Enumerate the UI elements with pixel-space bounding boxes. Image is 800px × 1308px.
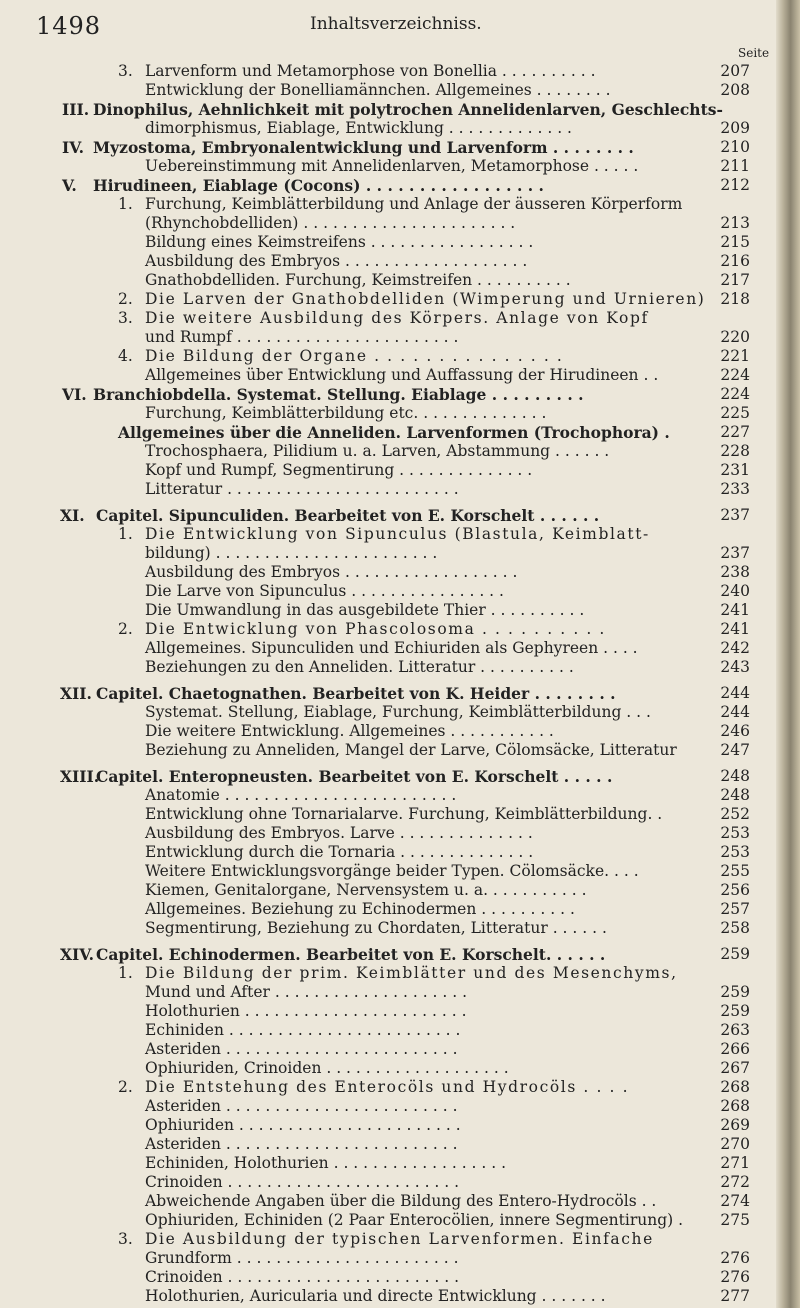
- toc-entry-text: Systemat. Stellung, Eiablage, Furchung, Keimblätterbildung . . .: [145, 703, 651, 721]
- toc-entry-text: Asteriden . . . . . . . . . . . . . . . . . . . . . . . .: [145, 1040, 458, 1058]
- toc-entry: [0, 309, 776, 328]
- toc-entry: [0, 684, 776, 703]
- toc-entry: [0, 1268, 776, 1287]
- toc-entry: [0, 945, 776, 964]
- toc-entry-page: 241: [720, 620, 750, 638]
- toc-entry-text: Holothurien, Auricularia und directe Entwicklung . . . . . . .: [145, 1287, 606, 1305]
- toc-entry-text: Die Ausbildung der typischen Larvenformen. Einfache: [145, 1230, 654, 1248]
- toc-entry-page: 259: [720, 1002, 750, 1020]
- toc-entry-page: 237: [720, 544, 750, 562]
- toc-entry-number: XI.: [60, 506, 85, 525]
- toc-entry-page: 210: [720, 138, 750, 156]
- toc-entry: [0, 919, 776, 938]
- toc-entry-number: 2.: [118, 1078, 133, 1096]
- toc-entry: [0, 900, 776, 919]
- toc-entry-number: 3.: [118, 62, 133, 80]
- toc-entry-text: (Rhynchobdelliden) . . . . . . . . . . . . . . . . . . . . . .: [145, 214, 516, 232]
- toc-entry-page: 246: [720, 722, 750, 740]
- toc-entry: [0, 1116, 776, 1135]
- toc-entry: [0, 639, 776, 658]
- toc-entry-text: Ausbildung des Embryos . . . . . . . . . . . . . . . . . .: [145, 563, 518, 581]
- toc-entry-text: Branchiobdella. Systemat. Stellung. Eiablage . . . . . . . . .: [93, 385, 584, 404]
- toc-entry-text: Allgemeines über die Anneliden. Larvenformen (Trochophora) .: [118, 423, 670, 442]
- toc-entry: [0, 1211, 776, 1230]
- toc-entry: [0, 1078, 776, 1097]
- toc-entry: [0, 1154, 776, 1173]
- toc-entry-text: Ausbildung des Embryos. Larve . . . . . . . . . . . . . .: [145, 824, 533, 842]
- toc-entry-page: 209: [720, 119, 750, 137]
- toc-entry-page: 242: [720, 639, 750, 657]
- toc-entry: [0, 1249, 776, 1268]
- toc-entry: [0, 176, 776, 195]
- toc-entry-number: IV.: [62, 138, 84, 157]
- toc-entry-text: Echiniden . . . . . . . . . . . . . . . . . . . . . . . .: [145, 1021, 461, 1039]
- toc-entry-page: 237: [720, 506, 750, 524]
- toc-entry-page: 228: [720, 442, 750, 460]
- toc-entry: [0, 824, 776, 843]
- toc-entry-page: 270: [720, 1135, 750, 1153]
- toc-entry-text: Larvenform und Metamorphose von Bonellia . . . . . . . . . .: [145, 62, 596, 80]
- toc-entry: [0, 100, 776, 119]
- toc-entry-page: 218: [720, 290, 750, 308]
- toc-entry: [0, 1192, 776, 1211]
- toc-entry-text: Die Umwandlung in das ausgebildete Thier . . . . . . . . . .: [145, 601, 585, 619]
- toc-entry: [0, 1097, 776, 1116]
- toc-entry-page: 276: [720, 1249, 750, 1267]
- toc-entry-page: 215: [720, 233, 750, 251]
- toc-entry: [0, 983, 776, 1002]
- toc-entry-text: Entwicklung ohne Tornarialarve. Furchung, Keimblätterbildung. .: [145, 805, 663, 823]
- table-of-contents: [0, 62, 776, 1306]
- toc-entry-page: 276: [720, 1268, 750, 1286]
- toc-entry-text: Crinoiden . . . . . . . . . . . . . . . . . . . . . . . .: [145, 1268, 460, 1286]
- toc-entry-text: Allgemeines. Sipunculiden und Echiuriden als Gephyreen . . . .: [145, 639, 638, 657]
- toc-entry: [0, 525, 776, 544]
- toc-entry-page: 274: [720, 1192, 750, 1210]
- toc-entry: [0, 658, 776, 677]
- toc-entry-number: 1.: [118, 195, 133, 213]
- toc-entry: [0, 786, 776, 805]
- toc-entry-number: V.: [62, 176, 77, 195]
- toc-entry: [0, 404, 776, 423]
- toc-entry-page: 217: [720, 271, 750, 289]
- toc-entry-page: 258: [720, 919, 750, 937]
- toc-entry-number: XIII.: [60, 767, 100, 786]
- toc-entry-text: Trochosphaera, Pilidium u. a. Larven, Abstammung . . . . . .: [145, 442, 610, 460]
- toc-entry-page: 267: [720, 1059, 750, 1077]
- toc-entry-text: Hirudineen, Eiablage (Cocons) . . . . . . . . . . . . . . . . .: [93, 176, 544, 195]
- toc-entry-text: Die Bildung der Organe . . . . . . . . . . . . . . .: [145, 347, 564, 365]
- running-title: Inhaltsverzeichniss.: [310, 14, 482, 34]
- toc-entry-text: Uebereinstimmung mit Annelidenlarven, Metamorphose . . . . .: [145, 157, 639, 175]
- toc-entry-page: 238: [720, 563, 750, 581]
- toc-entry-text: und Rumpf . . . . . . . . . . . . . . . . . . . . . . .: [145, 328, 459, 346]
- toc-entry-text: Capitel. Chaetognathen. Bearbeitet von K. Heider . . . . . . . .: [96, 684, 616, 703]
- toc-entry: [0, 881, 776, 900]
- toc-entry-text: Die Larve von Sipunculus . . . . . . . . . . . . . . . .: [145, 582, 504, 600]
- toc-entry: [0, 582, 776, 601]
- toc-entry-text: Die weitere Ausbildung des Körpers. Anlage von Kopf: [145, 309, 649, 327]
- toc-entry-text: Entwicklung der Bonelliamännchen. Allgemeines . . . . . . . .: [145, 81, 611, 99]
- toc-entry: [0, 423, 776, 442]
- toc-entry-page: 244: [720, 703, 750, 721]
- toc-entry-text: Die Larven der Gnathobdelliden (Wimperung und Urnieren): [145, 290, 706, 308]
- toc-entry-page: 256: [720, 881, 750, 899]
- toc-entry-page: 277: [720, 1287, 750, 1305]
- toc-entry-number: 1.: [118, 964, 133, 982]
- toc-entry-number: 2.: [118, 620, 133, 638]
- toc-entry: [0, 347, 776, 366]
- toc-entry-text: Grundform . . . . . . . . . . . . . . . . . . . . . . .: [145, 1249, 459, 1267]
- toc-entry-page: 213: [720, 214, 750, 232]
- toc-entry: [0, 233, 776, 252]
- toc-entry-page: 243: [720, 658, 750, 676]
- toc-entry-page: 266: [720, 1040, 750, 1058]
- toc-entry-number: 1.: [118, 525, 133, 543]
- toc-entry: [0, 81, 776, 100]
- toc-entry-text: Beziehungen zu den Anneliden. Litteratur . . . . . . . . . .: [145, 658, 574, 676]
- toc-entry-number: 3.: [118, 1230, 133, 1248]
- toc-entry-text: bildung) . . . . . . . . . . . . . . . . . . . . . . .: [145, 544, 438, 562]
- toc-entry: [0, 119, 776, 138]
- toc-entry: [0, 1040, 776, 1059]
- toc-entry-text: Entwicklung durch die Tornaria . . . . . . . . . . . . . .: [145, 843, 534, 861]
- toc-entry: [0, 544, 776, 563]
- toc-entry-text: Capitel. Enteropneusten. Bearbeitet von E. Korschelt . . . . .: [96, 767, 613, 786]
- toc-entry-number: III.: [62, 100, 90, 119]
- toc-entry-page: 225: [720, 404, 750, 422]
- toc-entry-text: Dinophilus, Aehnlichkeit mit polytrochen Annelidenlarven, Geschlechts-: [93, 100, 723, 119]
- toc-entry-page: 268: [720, 1078, 750, 1096]
- toc-entry-text: Asteriden . . . . . . . . . . . . . . . . . . . . . . . .: [145, 1097, 458, 1115]
- toc-entry: [0, 480, 776, 499]
- toc-entry-text: Die weitere Entwicklung. Allgemeines . . . . . . . . . . .: [145, 722, 554, 740]
- toc-entry-text: Ausbildung des Embryos . . . . . . . . . . . . . . . . . . .: [145, 252, 528, 270]
- toc-entry: [0, 366, 776, 385]
- toc-entry-text: Gnathobdelliden. Furchung, Keimstreifen . . . . . . . . . .: [145, 271, 571, 289]
- toc-entry: [0, 157, 776, 176]
- toc-entry: [0, 805, 776, 824]
- toc-entry-page: 241: [720, 601, 750, 619]
- toc-entry-page: 275: [720, 1211, 750, 1229]
- toc-entry: [0, 964, 776, 983]
- toc-entry: [0, 62, 776, 81]
- toc-entry: [0, 1287, 776, 1306]
- toc-entry: [0, 290, 776, 309]
- toc-entry-page: 224: [720, 385, 750, 403]
- toc-entry: [0, 1021, 776, 1040]
- toc-entry-page: 252: [720, 805, 750, 823]
- toc-entry-text: Crinoiden . . . . . . . . . . . . . . . . . . . . . . . .: [145, 1173, 460, 1191]
- toc-entry-page: 259: [720, 945, 750, 963]
- toc-entry-page: 259: [720, 983, 750, 1001]
- toc-entry: [0, 195, 776, 214]
- toc-entry: [0, 1173, 776, 1192]
- toc-entry-number: XIV.: [60, 945, 94, 964]
- toc-entry-text: Die Entwicklung von Sipunculus (Blastula, Keimblatt-: [145, 525, 650, 543]
- toc-entry: [0, 620, 776, 639]
- toc-entry-page: 244: [720, 684, 750, 702]
- toc-entry: [0, 1135, 776, 1154]
- toc-entry-number: VI.: [62, 385, 87, 404]
- toc-entry-page: 231: [720, 461, 750, 479]
- toc-entry-page: 212: [720, 176, 750, 194]
- toc-entry-text: dimorphismus, Eiablage, Entwicklung . . . . . . . . . . . . .: [145, 119, 572, 137]
- toc-entry-text: Echiniden, Holothurien . . . . . . . . . . . . . . . . . .: [145, 1154, 507, 1172]
- toc-entry-text: Kopf und Rumpf, Segmentirung . . . . . . . . . . . . . .: [145, 461, 533, 479]
- toc-entry-page: 257: [720, 900, 750, 918]
- toc-entry: [0, 703, 776, 722]
- toc-entry-page: 269: [720, 1116, 750, 1134]
- toc-entry-page: 220: [720, 328, 750, 346]
- toc-entry-text: Furchung, Keimblätterbildung und Anlage der äusseren Körperform: [145, 195, 683, 213]
- toc-entry-page: 227: [720, 423, 750, 441]
- toc-entry: [0, 252, 776, 271]
- toc-entry-text: Weitere Entwicklungsvorgänge beider Typen. Cölomsäcke. . . .: [145, 862, 639, 880]
- toc-entry: [0, 461, 776, 480]
- toc-entry: [0, 843, 776, 862]
- toc-entry: [0, 601, 776, 620]
- seite-label: Seite: [738, 46, 770, 60]
- toc-entry-page: 263: [720, 1021, 750, 1039]
- toc-entry-text: Anatomie . . . . . . . . . . . . . . . . . . . . . . . .: [145, 786, 457, 804]
- toc-entry-page: 224: [720, 366, 750, 384]
- toc-entry: [0, 214, 776, 233]
- toc-entry-text: Ophiuriden . . . . . . . . . . . . . . . . . . . . . . .: [145, 1116, 461, 1134]
- toc-entry-text: Beziehung zu Anneliden, Mangel der Larve, Cölomsäcke, Litteratur: [145, 741, 677, 759]
- toc-entry-text: Die Entstehung des Enterocöls und Hydrocöls . . . .: [145, 1078, 630, 1096]
- toc-entry-text: Asteriden . . . . . . . . . . . . . . . . . . . . . . . .: [145, 1135, 458, 1153]
- toc-entry: [0, 767, 776, 786]
- toc-entry-text: Furchung, Keimblätterbildung etc. . . . . . . . . . . . . .: [145, 404, 547, 422]
- toc-entry-number: 2.: [118, 290, 133, 308]
- toc-entry: [0, 385, 776, 404]
- toc-entry-page: 216: [720, 252, 750, 270]
- toc-entry-text: Die Bildung der prim. Keimblätter und des Mesenchyms,: [145, 964, 678, 982]
- toc-entry: [0, 506, 776, 525]
- toc-entry-page: 268: [720, 1097, 750, 1115]
- toc-entry-page: 211: [720, 157, 750, 175]
- toc-entry-text: Allgemeines über Entwicklung und Auffassung der Hirudineen . .: [145, 366, 659, 384]
- toc-entry-text: Ophiuriden, Crinoiden . . . . . . . . . . . . . . . . . . .: [145, 1059, 509, 1077]
- toc-entry: [0, 1230, 776, 1249]
- toc-entry: [0, 328, 776, 347]
- toc-entry: [0, 1059, 776, 1078]
- toc-entry-text: Ophiuriden, Echiniden (2 Paar Enterocölien, innere Segmentirung) .: [145, 1211, 684, 1229]
- toc-entry-page: 247: [720, 741, 750, 759]
- toc-entry-page: 240: [720, 582, 750, 600]
- toc-entry-text: Die Entwicklung von Phascolosoma . . . . . . . . . .: [145, 620, 606, 638]
- toc-entry-text: Capitel. Sipunculiden. Bearbeitet von E. Korschelt . . . . . .: [96, 506, 600, 525]
- toc-entry: [0, 271, 776, 290]
- toc-entry-number: XII.: [60, 684, 92, 703]
- toc-entry-page: 271: [720, 1154, 750, 1172]
- toc-entry: [0, 1002, 776, 1021]
- toc-entry-page: 272: [720, 1173, 750, 1191]
- toc-entry-page: 208: [720, 81, 750, 99]
- toc-entry-page: 248: [720, 786, 750, 804]
- page-number: 1498: [36, 12, 102, 40]
- toc-entry-text: Kiemen, Genitalorgane, Nervensystem u. a. . . . . . . . . . .: [145, 881, 587, 899]
- toc-entry: [0, 563, 776, 582]
- toc-entry: [0, 138, 776, 157]
- toc-entry-page: 233: [720, 480, 750, 498]
- toc-entry: [0, 722, 776, 741]
- toc-entry-page: 207: [720, 62, 750, 80]
- toc-entry-number: 4.: [118, 347, 133, 365]
- toc-entry-page: 248: [720, 767, 750, 785]
- toc-entry-number: 3.: [118, 309, 133, 327]
- toc-entry-text: Holothurien . . . . . . . . . . . . . . . . . . . . . . .: [145, 1002, 467, 1020]
- toc-entry-text: Allgemeines. Beziehung zu Echinodermen . . . . . . . . . .: [145, 900, 575, 918]
- page-edge: [776, 0, 800, 1308]
- toc-entry-page: 253: [720, 824, 750, 842]
- toc-entry-page: 255: [720, 862, 750, 880]
- toc-entry-text: Mund und After . . . . . . . . . . . . . . . . . . . .: [145, 983, 468, 1001]
- toc-entry-page: 221: [720, 347, 750, 365]
- toc-entry-text: Litteratur . . . . . . . . . . . . . . . . . . . . . . . .: [145, 480, 459, 498]
- toc-entry: [0, 862, 776, 881]
- toc-entry-text: Segmentirung, Beziehung zu Chordaten, Litteratur . . . . . .: [145, 919, 607, 937]
- toc-entry-text: Bildung eines Keimstreifens . . . . . . . . . . . . . . . . .: [145, 233, 534, 251]
- toc-entry: [0, 741, 776, 760]
- toc-entry-text: Capitel. Echinodermen. Bearbeitet von E. Korschelt. . . . . .: [96, 945, 606, 964]
- toc-entry-text: Abweichende Angaben über die Bildung des Entero-Hydrocöls . .: [145, 1192, 657, 1210]
- toc-entry-page: 253: [720, 843, 750, 861]
- toc-entry-text: Myzostoma, Embryonalentwicklung und Larvenform . . . . . . . .: [93, 138, 634, 157]
- toc-entry: [0, 442, 776, 461]
